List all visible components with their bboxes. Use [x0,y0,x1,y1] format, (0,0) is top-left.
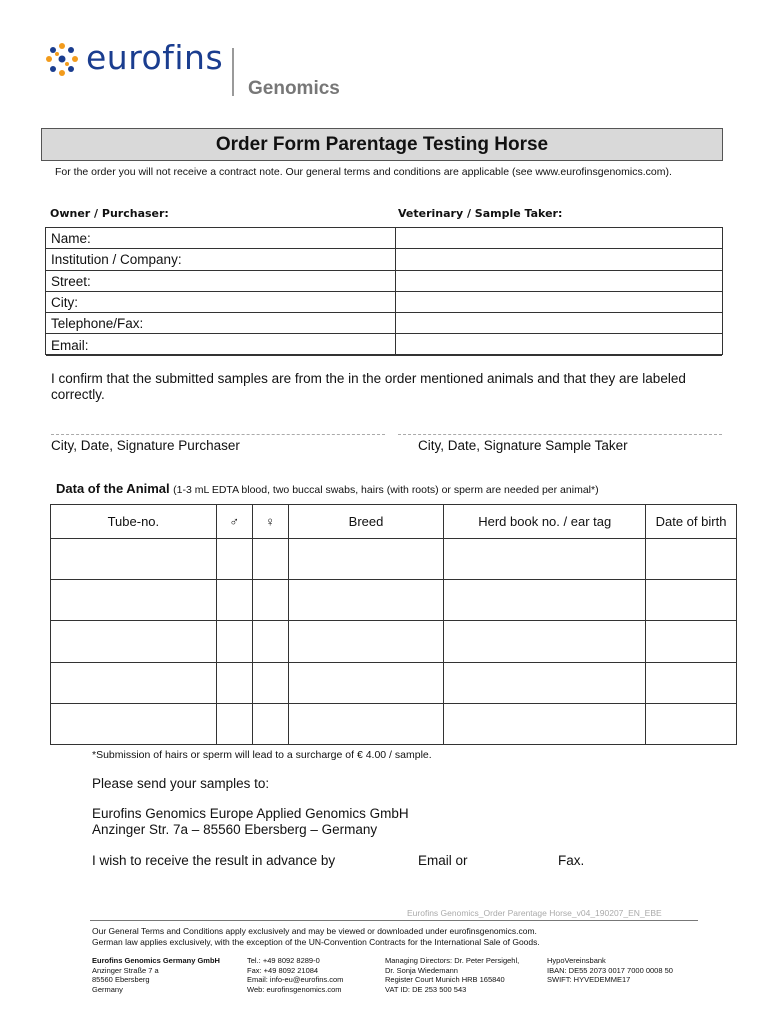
contact-label: Street: [51,273,91,289]
footer-divider [90,920,698,921]
vet-header: Veterinary / Sample Taker: [398,207,563,220]
address-line: Eurofins Genomics Europe Applied Genomics GmbH [92,806,409,821]
logo-dots-icon [44,42,80,78]
animal-section-note: (1-3 mL EDTA blood, two buccal swabs, hairs (with roots) or sperm are needed per animal*) [173,484,599,496]
cell-dob[interactable] [646,662,737,703]
footer-line: Tel.: +49 8092 8289-0 [247,956,320,965]
footer-line: Register Court Munich HRB 165840 [385,975,505,984]
footer-bank [547,956,673,985]
contact-row-name[interactable] [46,228,722,249]
footer-line: Anzinger Straße 7 a [92,965,159,975]
animal-section-title: Data of the Animal [56,481,170,496]
contact-label: Name: [51,231,91,246]
cell-dob[interactable] [646,580,737,621]
footer-line: Germany [92,984,123,994]
footer-line: SWIFT: HYVEDEMME17 [547,975,631,984]
terms-line: Our General Terms and Conditions apply exclusively and may be viewed or downloaded under eurofinsgenomics.com. [92,926,537,936]
contact-label: Institution / Company: [51,252,182,268]
cell-herd-book[interactable] [444,621,646,662]
cell-male[interactable] [216,703,252,744]
cell-dob[interactable] [646,621,737,662]
footer-line: 85560 Ebersberg [92,975,150,984]
cell-female[interactable] [252,539,288,580]
document-id: Eurofins Genomics_Order Parentage Horse_v04_190207_EN_EBE [407,908,662,918]
cell-herd-book[interactable] [444,539,646,580]
contact-row-street[interactable] [46,271,722,292]
table-row [51,621,737,662]
female-symbol-icon: ♀ [252,505,288,539]
cell-dob[interactable] [646,703,737,744]
contact-label: City: [51,294,78,310]
signature-line-purchaser[interactable] [51,434,385,435]
cell-female[interactable] [252,580,288,621]
signature-line-taker[interactable] [398,434,722,435]
advance-option-email[interactable]: Email or [418,853,468,868]
footer-line: VAT ID: DE 253 500 543 [385,984,467,994]
cell-female[interactable] [252,662,288,703]
table-row [51,580,737,621]
col-date-of-birth: Date of birth [646,505,737,539]
cell-female[interactable] [252,703,288,744]
send-label: Please send your samples to: [92,776,270,791]
footer-line: Email: info-eu@eurofins.com [247,975,344,984]
contact-label: Email: [51,337,89,353]
contact-row-email[interactable] [46,335,722,356]
footer-line: HypoVereinsbank [547,956,606,965]
table-row [51,539,737,580]
cell-male[interactable] [216,621,252,662]
cell-breed[interactable] [288,703,444,744]
owner-header: Owner / Purchaser: [50,207,169,220]
cell-breed[interactable] [288,580,444,621]
footer-line: Managing Directors: Dr. Peter Persigehl, [385,956,520,965]
eurofins-logo [44,40,364,102]
contact-row-institution[interactable] [46,249,722,270]
cell-tube[interactable] [51,539,217,580]
cell-tube[interactable] [51,662,217,703]
cell-male[interactable] [216,580,252,621]
contact-row-city[interactable] [46,292,722,313]
cell-breed[interactable] [288,539,444,580]
terms-text [92,926,712,947]
male-symbol-icon: ♂ [216,505,252,539]
cell-tube[interactable] [51,703,217,744]
cell-herd-book[interactable] [444,703,646,744]
footer-line: IBAN: DE55 2073 0017 7000 0008 50 [547,965,673,975]
contact-table [45,227,723,355]
cell-tube[interactable] [51,580,217,621]
animal-table-header [51,505,737,539]
cell-dob[interactable] [646,539,737,580]
confirm-text: I confirm that the submitted samples are from the in the order mentioned animals and that they are labeled correctly. [51,371,686,402]
cell-female[interactable] [252,621,288,662]
footer-line: Eurofins Genomics Germany GmbH [92,956,220,965]
cell-male[interactable] [216,539,252,580]
footer-line: Web: eurofinsgenomics.com [247,984,342,994]
table-row [51,703,737,744]
table-row [51,662,737,703]
cell-male[interactable] [216,662,252,703]
footer-management [385,956,519,994]
cell-tube[interactable] [51,621,217,662]
col-tube-no: Tube-no. [51,505,217,539]
signature-label-purchaser: City, Date, Signature Purchaser [51,438,240,453]
address-line: Anzinger Str. 7a – 85560 Ebersberg – Germany [92,822,378,837]
logo-subtitle: Genomics [248,78,340,99]
surcharge-note: *Submission of hairs or sperm will lead to a surcharge of € 4.00 / sample. [92,749,432,761]
shipping-address [92,806,409,838]
form-title: Order Form Parentage Testing Horse [41,128,723,161]
contact-label: Telephone/Fax: [51,316,144,332]
animal-section-header [56,481,599,496]
advance-text: I wish to receive the result in advance by [92,853,336,868]
animal-table [50,504,737,745]
col-breed: Breed [288,505,444,539]
footer-line: Dr. Sonja Wiedemann [385,965,458,975]
col-herd-book: Herd book no. / ear tag [444,505,646,539]
footer-contact [247,956,343,994]
contact-row-phone[interactable] [46,313,722,334]
contact-column-divider [395,228,396,354]
cell-breed[interactable] [288,621,444,662]
footer-line: Fax: +49 8092 21084 [247,965,319,975]
intro-text: For the order you will not receive a contract note. Our general terms and conditions are applicable (see www.eurofinsgenomics.com). [55,166,672,178]
terms-line: German law applies exclusively, with the exception of the UN-Convention Contracts for the International Sale of Goods. [92,936,540,947]
footer-company [92,956,220,994]
logo-wordmark: eurofins [86,38,224,77]
advance-option-fax[interactable]: Fax. [558,853,585,868]
cell-herd-book[interactable] [444,662,646,703]
signature-label-taker: City, Date, Signature Sample Taker [418,438,628,453]
cell-breed[interactable] [288,662,444,703]
cell-herd-book[interactable] [444,580,646,621]
logo-divider [232,48,234,96]
